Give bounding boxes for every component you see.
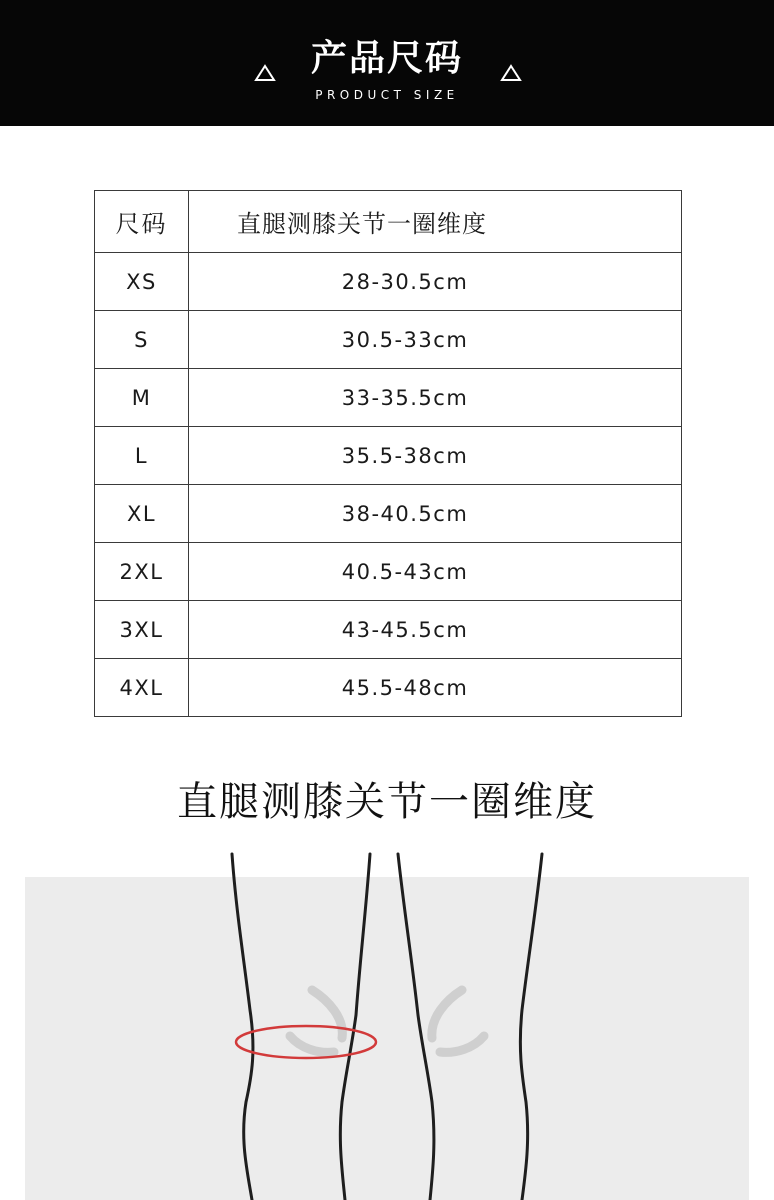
size-table — [94, 190, 682, 717]
measurement-cell: 43-45.5cm — [189, 601, 682, 659]
table-header-row — [95, 191, 682, 253]
triangle-icon — [500, 64, 522, 82]
measurement-cell: 40.5-43cm — [189, 543, 682, 601]
measurement-column-header: 直腿测膝关节一圈维度 — [189, 191, 682, 253]
right-leg-outer-line — [520, 854, 542, 1200]
measurement-cell: 35.5-38cm — [189, 427, 682, 485]
table-row — [95, 601, 682, 659]
page-title: 产品尺码 — [310, 38, 463, 79]
size-cell: M — [95, 369, 189, 427]
size-cell: XS — [95, 253, 189, 311]
size-cell: 2XL — [95, 543, 189, 601]
size-column-header: 尺码 — [95, 191, 189, 253]
measurement-ring — [236, 1026, 376, 1058]
size-cell: 4XL — [95, 659, 189, 717]
table-row — [95, 427, 682, 485]
page-subtitle: PRODUCT SIZE — [315, 88, 459, 102]
table-row — [95, 485, 682, 543]
size-cell: 3XL — [95, 601, 189, 659]
size-cell: L — [95, 427, 189, 485]
size-cell: S — [95, 311, 189, 369]
table-row — [95, 311, 682, 369]
measurement-cell: 45.5-48cm — [189, 659, 682, 717]
size-cell: XL — [95, 485, 189, 543]
measurement-cell: 30.5-33cm — [189, 311, 682, 369]
table-row — [95, 659, 682, 717]
measurement-cell: 33-35.5cm — [189, 369, 682, 427]
illustration-caption: 直腿测膝关节一圈维度 — [177, 779, 597, 825]
knee-measurement-illustration — [0, 840, 774, 1200]
measurement-cell: 38-40.5cm — [189, 485, 682, 543]
table-row — [95, 253, 682, 311]
table-row — [95, 543, 682, 601]
left-leg-outer-line — [232, 854, 253, 1200]
table-row — [95, 369, 682, 427]
page-header — [0, 0, 774, 126]
knee-shading — [290, 990, 484, 1052]
measurement-cell: 28-30.5cm — [189, 253, 682, 311]
